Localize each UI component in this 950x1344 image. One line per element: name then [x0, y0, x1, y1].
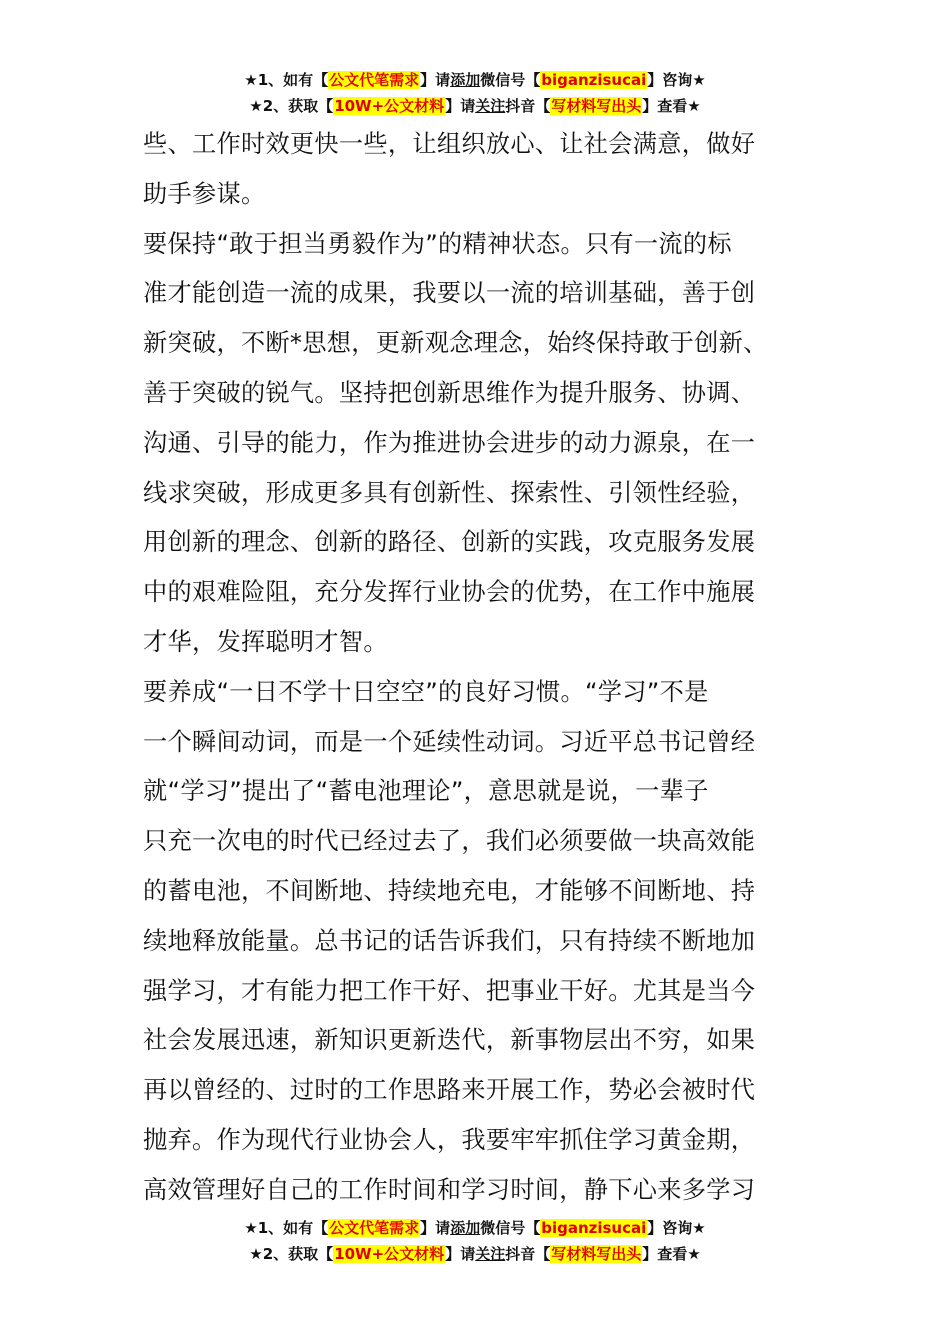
highlight-wechat-id: biganzisucai	[541, 1219, 647, 1237]
text-line: 高效管理好自己的工作时间和学习时间，静下心来多学习	[143, 1175, 756, 1204]
text-line: 要保持“敢于担当勇毅作为”的精神状态。只有一流的标	[143, 229, 732, 258]
text-line: 用创新的理念、创新的路径、创新的实践，攻克服务发展	[143, 528, 756, 557]
footer-banner	[0, 1215, 950, 1267]
text-line: 准才能创造一流的成果，我要以一流的培训基础，善于创	[143, 279, 756, 308]
highlight-service: 公文代笔需求	[329, 1219, 420, 1237]
banner-line-2: ★2、获取【10W+公文材料】请关注抖音【写材料写出头】查看★	[249, 97, 701, 115]
text-line: 新突破，不断*思想，更新观念理念，始终保持敢于创新、	[143, 329, 768, 358]
text-line: 就“学习”提出了“蓄电池理论”，意思就是说，一辈子	[143, 777, 709, 806]
highlight-materials: 10W+公文材料	[334, 1245, 445, 1263]
highlight-douyin: 写材料写出头	[551, 1245, 642, 1263]
text-line: 助手参谋。	[143, 179, 266, 208]
text-line: 的蓄电池，不间断地、持续地充电，才能够不间断地、持	[143, 876, 756, 905]
text-line: 善于突破的锐气。坚持把创新思维作为提升服务、协调、	[143, 378, 756, 407]
text-line: 要养成“一日不学十日空空”的良好习惯。“学习”不是	[143, 677, 709, 706]
text-line: 社会发展迅速，新知识更新迭代，新事物层出不穷，如果	[143, 1026, 756, 1055]
highlight-wechat-id: biganzisucai	[541, 71, 647, 89]
text-line: 一个瞬间动词，而是一个延续性动词。习近平总书记曾经	[143, 727, 756, 756]
text-line: 线求突破，形成更多具有创新性、探索性、引领性经验，	[143, 478, 756, 507]
text-line: 沟通、引导的能力，作为推进协会进步的动力源泉，在一	[143, 428, 756, 457]
text-line: 再以曾经的、过时的工作思路来开展工作，势必会被时代	[143, 1076, 756, 1105]
header-banner	[0, 67, 950, 119]
highlight-materials: 10W+公文材料	[334, 97, 445, 115]
text-line: 抛弃。作为现代行业协会人，我要牢牢抓住学习黄金期，	[143, 1125, 756, 1154]
text-line: 只充一次电的时代已经过去了，我们必须要做一块高效能	[143, 827, 756, 856]
text-line: 些、工作时效更快一些，让组织放心、让社会满意，做好	[143, 130, 756, 158]
highlight-douyin: 写材料写出头	[551, 97, 642, 115]
text-line: 续地释放能量。总书记的话告诉我们，只有持续不断地加	[143, 926, 756, 955]
document-body	[143, 120, 813, 1216]
highlight-service: 公文代笔需求	[329, 71, 420, 89]
text-line: 才华，发挥聪明才智。	[143, 627, 388, 656]
text-line: 中的艰难险阻，充分发挥行业协会的优势，在工作中施展	[143, 578, 756, 607]
banner-line-2: ★2、获取【10W+公文材料】请关注抖音【写材料写出头】查看★	[249, 1245, 701, 1263]
banner-line-1: ★1、如有【公文代笔需求】请添加微信号【biganzisucai】咨询★	[244, 1219, 706, 1237]
text-line: 强学习，才有能力把工作干好、把事业干好。尤其是当今	[143, 976, 756, 1005]
banner-line-1: ★1、如有【公文代笔需求】请添加微信号【biganzisucai】咨询★	[244, 71, 706, 89]
